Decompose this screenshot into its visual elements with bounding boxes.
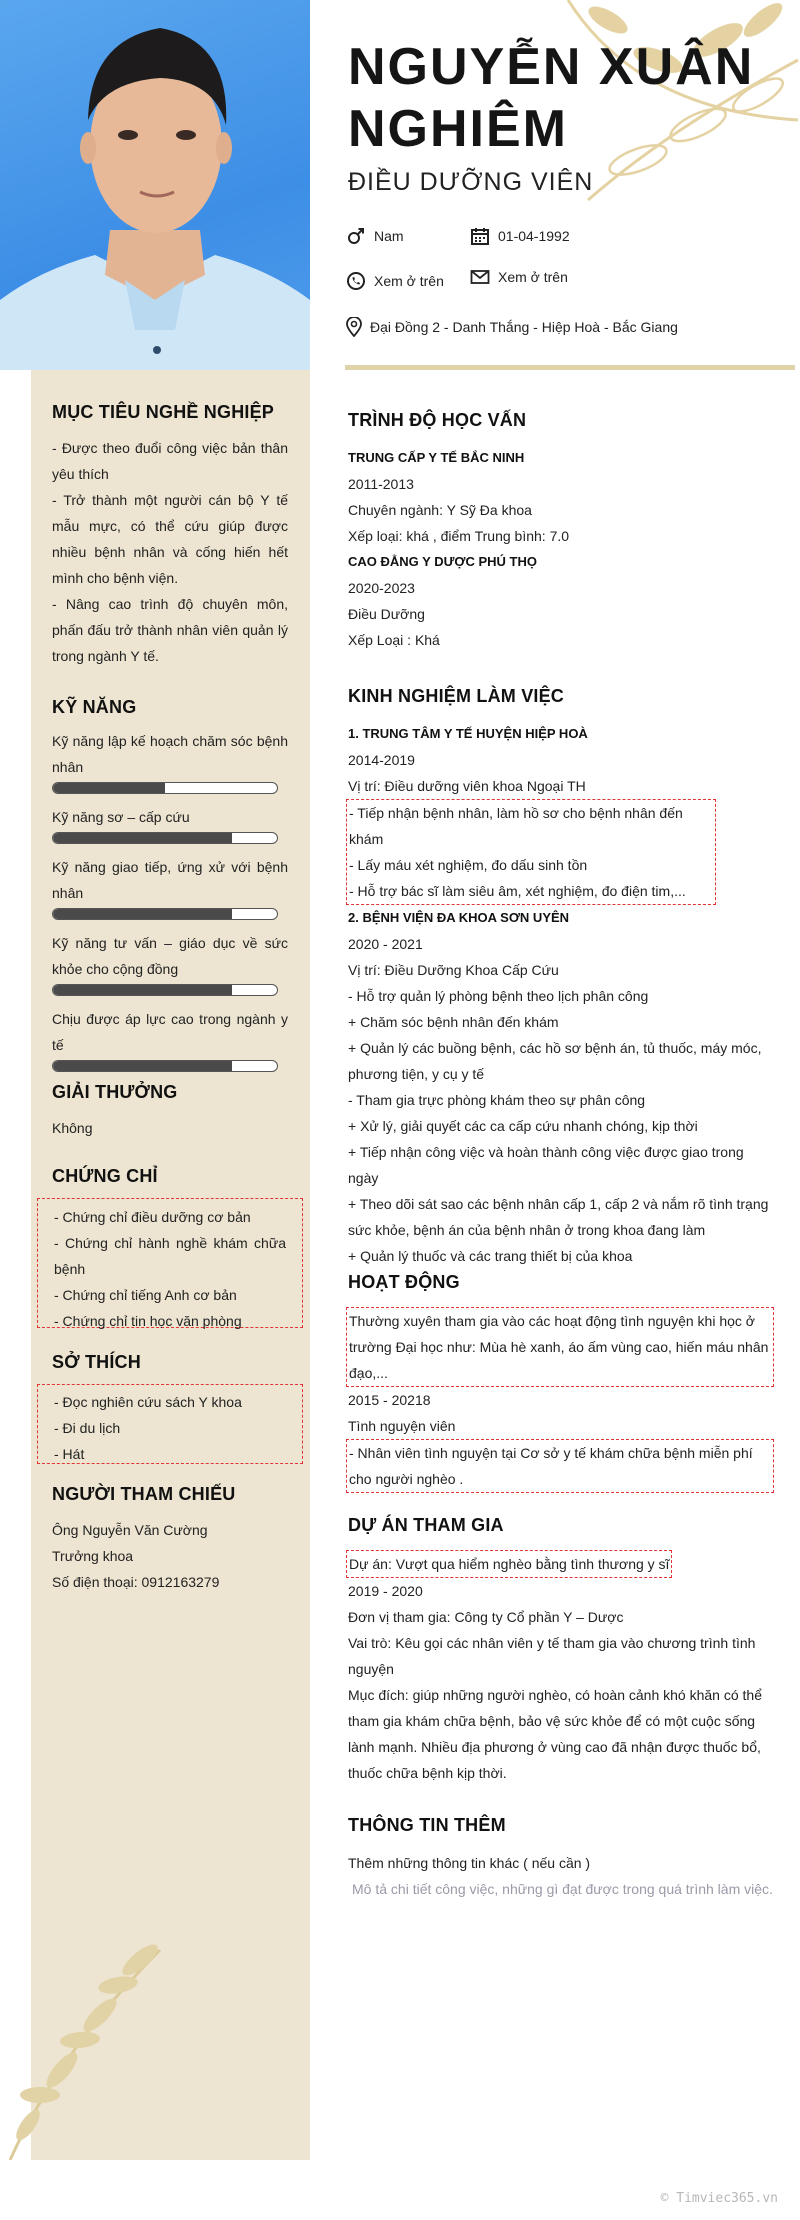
skill-bar [52, 1060, 278, 1072]
candidate-name: NGUYỄN XUÂN NGHIÊM [348, 38, 755, 158]
objective-line: - Trở thành một người cán bộ Y tế mẫu mực, có thể cứu giúp được nhiều bệnh nhân và cống hiến hết mình cho bệnh viện. [52, 492, 288, 586]
skills-heading: KỸ NĂNG [52, 697, 137, 717]
leaf-decoration-bottom [0, 1930, 200, 2160]
skill-bar [52, 832, 278, 844]
education-section [348, 410, 773, 653]
education-line: Chuyên ngành: Y Sỹ Đa khoa [348, 502, 532, 518]
project-unit: Đơn vị tham gia: Công ty Cổ phần Y – Dược [348, 1609, 624, 1625]
job-duty: - Tiếp nhận bệnh nhân, làm hồ sơ cho bệnh nhân đến khám [349, 805, 683, 847]
certificate-line: - Chứng chỉ tin học văn phòng [54, 1313, 242, 1329]
job-duty: + Xử lý, giải quyết các ca cấp cứu nhanh chóng, kịp thời [348, 1118, 698, 1134]
job-duty: + Quản lý các buồng bệnh, các hồ sơ bệnh án, tủ thuốc, máy móc, phương tiện, y cụ y tế [348, 1040, 762, 1082]
education-line: Xếp Loại : Khá [348, 632, 440, 648]
activities-heading: HOẠT ĐỘNG [348, 1272, 460, 1292]
job-period: 2014-2019 [348, 752, 415, 768]
additional-heading: THÔNG TIN THÊM [348, 1815, 506, 1835]
skill-bar [52, 908, 278, 920]
job-company: 2. BỆNH VIỆN ĐA KHOA SƠN UYÊN [348, 910, 570, 925]
job-company: 1. TRUNG TÂM Y TẾ HUYỆN HIỆP HOÀ [348, 726, 588, 741]
references-section [52, 1484, 288, 1595]
footer-brand: © Timviec365.vn [660, 2191, 778, 2206]
job-duty: - Tham gia trực phòng khám theo sự phân công [348, 1092, 646, 1108]
certificates-heading: CHỨNG CHỈ [52, 1166, 158, 1186]
gender-value: Nam [374, 228, 404, 244]
skill-bar-fill [53, 833, 232, 843]
phone-row [346, 271, 444, 291]
hobby-line: - Đi du lịch [54, 1420, 121, 1436]
job-position: Vị trí: Điều Dưỡng Khoa Cấp Cứu [348, 962, 559, 978]
skill-item [52, 854, 288, 920]
education-line: 2020-2023 [348, 580, 415, 596]
project-name-box [346, 1550, 672, 1578]
skill-item [52, 728, 288, 794]
birthdate-row [470, 226, 570, 246]
skill-item [52, 1006, 288, 1072]
references-heading: NGƯỜI THAM CHIẾU [52, 1484, 236, 1504]
gender-row [346, 226, 404, 246]
skill-item [52, 804, 288, 844]
experience-heading: KINH NGHIỆM LÀM VIỆC [348, 686, 565, 706]
activities-role: Tình nguyện viên [348, 1418, 456, 1434]
objective-line: - Được theo đuổi công việc bản thân yêu thích [52, 440, 288, 482]
project-purpose: Mục đích: giúp những người nghèo, có hoàn cảnh khó khăn có thể tham gia khám chữa bệnh, bảo vệ sức khỏe để có một cuộc sống lành mạnh. Nhiều địa phương ở vùng cao đã nhận được thuốc bổ, thuốc chữa bệnh kịp thời. [348, 1687, 762, 1781]
education-school: CAO ĐẲNG Y DƯỢC PHÚ THỌ [348, 554, 537, 569]
email-row [470, 268, 568, 286]
job-duty: - Hỗ trợ bác sĩ làm siêu âm, xét nghiệm, đo điện tim,... [349, 883, 686, 899]
candidate-role: ĐIỀU DƯỠNG VIÊN [348, 168, 594, 196]
job-position: Vị trí: Điều dưỡng viên khoa Ngoại TH [348, 778, 586, 794]
skill-label: Kỹ năng tư vấn – giáo dục về sức khỏe cho cộng đồng [52, 935, 288, 977]
hobbies-box [37, 1384, 303, 1464]
address-row [346, 317, 678, 337]
objective-section [52, 402, 288, 669]
email-value: Xem ở trên [498, 269, 568, 285]
skills-section [52, 697, 288, 1082]
header-divider [345, 365, 795, 370]
activities-detail-box [346, 1439, 774, 1493]
project-role: Vai trò: Kêu gọi các nhân viên y tế tham gia vào chương trình tình nguyện [348, 1635, 756, 1677]
additional-section [348, 1815, 773, 1902]
project-period: 2019 - 2020 [348, 1583, 423, 1599]
job-period: 2020 - 2021 [348, 936, 423, 952]
birthdate-value: 01-04-1992 [498, 228, 570, 244]
hobby-line: - Hát [54, 1446, 85, 1462]
certificate-line: - Chứng chỉ hành nghề khám chữa bệnh [54, 1235, 286, 1277]
awards-section [52, 1082, 288, 1141]
skill-bar-fill [53, 985, 232, 995]
job-duty: + Theo dõi sát sao các bệnh nhân cấp 1, cấp 2 và nắm rõ tình trạng sức khỏe, bệnh án của bệnh nhân ở trong khoa đang làm [348, 1196, 769, 1238]
education-heading: TRÌNH ĐỘ HỌC VẤN [348, 410, 527, 430]
certificates-section [52, 1166, 288, 1187]
job-duty: + Tiếp nhận công việc và hoàn thành công việc được giao trong ngày [348, 1144, 744, 1186]
phone-value: Xem ở trên [374, 273, 444, 289]
additional-placeholder[interactable]: Mô tả chi tiết công việc, những gì đạt được trong quá trình làm việc. [352, 1881, 773, 1897]
job-duty: + Quản lý thuốc và các trang thiết bị của khoa [348, 1248, 633, 1264]
skill-label: Kỹ năng lập kế hoạch chăm sóc bệnh nhân [52, 733, 288, 775]
skill-item [52, 930, 288, 996]
additional-line: Thêm những thông tin khác ( nếu cần ) [348, 1855, 591, 1871]
job-duty: - Hỗ trợ quản lý phòng bệnh theo lịch phân công [348, 988, 649, 1004]
reference-line: Ông Nguyễn Văn Cường [52, 1522, 208, 1538]
address-value: Đại Đồng 2 - Danh Thắng - Hiệp Hoà - Bắc Giang [370, 319, 678, 335]
certificates-box [37, 1198, 303, 1328]
certificate-line: - Chứng chỉ tiếng Anh cơ bản [54, 1287, 237, 1303]
education-line: Điều Dưỡng [348, 606, 425, 622]
activities-period: 2015 - 20218 [348, 1392, 431, 1408]
hobbies-section [52, 1352, 288, 1373]
reference-line: Trưởng khoa [52, 1548, 134, 1564]
gender-icon [346, 226, 366, 246]
awards-heading: GIẢI THƯỞNG [52, 1082, 178, 1102]
activities-intro: Thường xuyên tham gia vào các hoạt động tình nguyện khi học ở trường Đại học như: Mùa hè xanh, áo ấm vùng cao, hiến máu nhân đạo,... [349, 1313, 769, 1381]
education-line: 2011-2013 [348, 476, 414, 492]
experience-section [348, 686, 773, 1269]
hobby-line: - Đọc nghiên cứu sách Y khoa [54, 1394, 242, 1410]
hobbies-heading: SỞ THÍCH [52, 1352, 141, 1372]
skill-bar [52, 984, 278, 996]
skill-bar [52, 782, 278, 794]
skill-label: Kỹ năng sơ – cấp cứu [52, 809, 190, 825]
job-duty: + Chăm sóc bệnh nhân đến khám [348, 1014, 559, 1030]
location-icon [346, 317, 362, 337]
awards-text: Không [52, 1120, 93, 1136]
project-name: Dự án: Vượt qua hiểm nghèo bằng tình thương y sĩ [349, 1556, 670, 1572]
activities-section [348, 1272, 773, 1493]
phone-icon [346, 271, 366, 291]
projects-section [348, 1515, 773, 1786]
objective-line: - Nâng cao trình độ chuyên môn, phấn đấu trở thành nhân viên quản lý trong ngành Y tế. [52, 596, 288, 664]
skill-label: Kỹ năng giao tiếp, ứng xử với bệnh nhân [52, 859, 288, 901]
objective-heading: MỤC TIÊU NGHỀ NGHIỆP [52, 402, 275, 422]
skill-bar-fill [53, 909, 232, 919]
job-duty: - Lấy máu xét nghiệm, đo dấu sinh tồn [349, 857, 588, 873]
education-school: TRUNG CẤP Y TẾ BẮC NINH [348, 450, 525, 465]
reference-line: Số điện thoại: 0912163279 [52, 1574, 220, 1590]
skill-bar-fill [53, 1061, 232, 1071]
projects-heading: DỰ ÁN THAM GIA [348, 1515, 504, 1535]
calendar-icon [470, 226, 490, 246]
profile-photo [0, 0, 310, 370]
activities-detail: - Nhân viên tình nguyện tại Cơ sở y tế khám chữa bệnh miễn phí cho người nghèo . [349, 1445, 753, 1487]
activities-intro-box [346, 1307, 774, 1387]
email-icon [470, 268, 490, 286]
skill-bar-fill [53, 783, 165, 793]
certificate-line: - Chứng chỉ điều dưỡng cơ bản [54, 1209, 251, 1225]
education-line: Xếp loại: khá , điểm Trung bình: 7.0 [348, 528, 570, 544]
skill-label: Chịu được áp lực cao trong ngành y tế [52, 1011, 288, 1053]
job1-duties-box [346, 799, 716, 905]
